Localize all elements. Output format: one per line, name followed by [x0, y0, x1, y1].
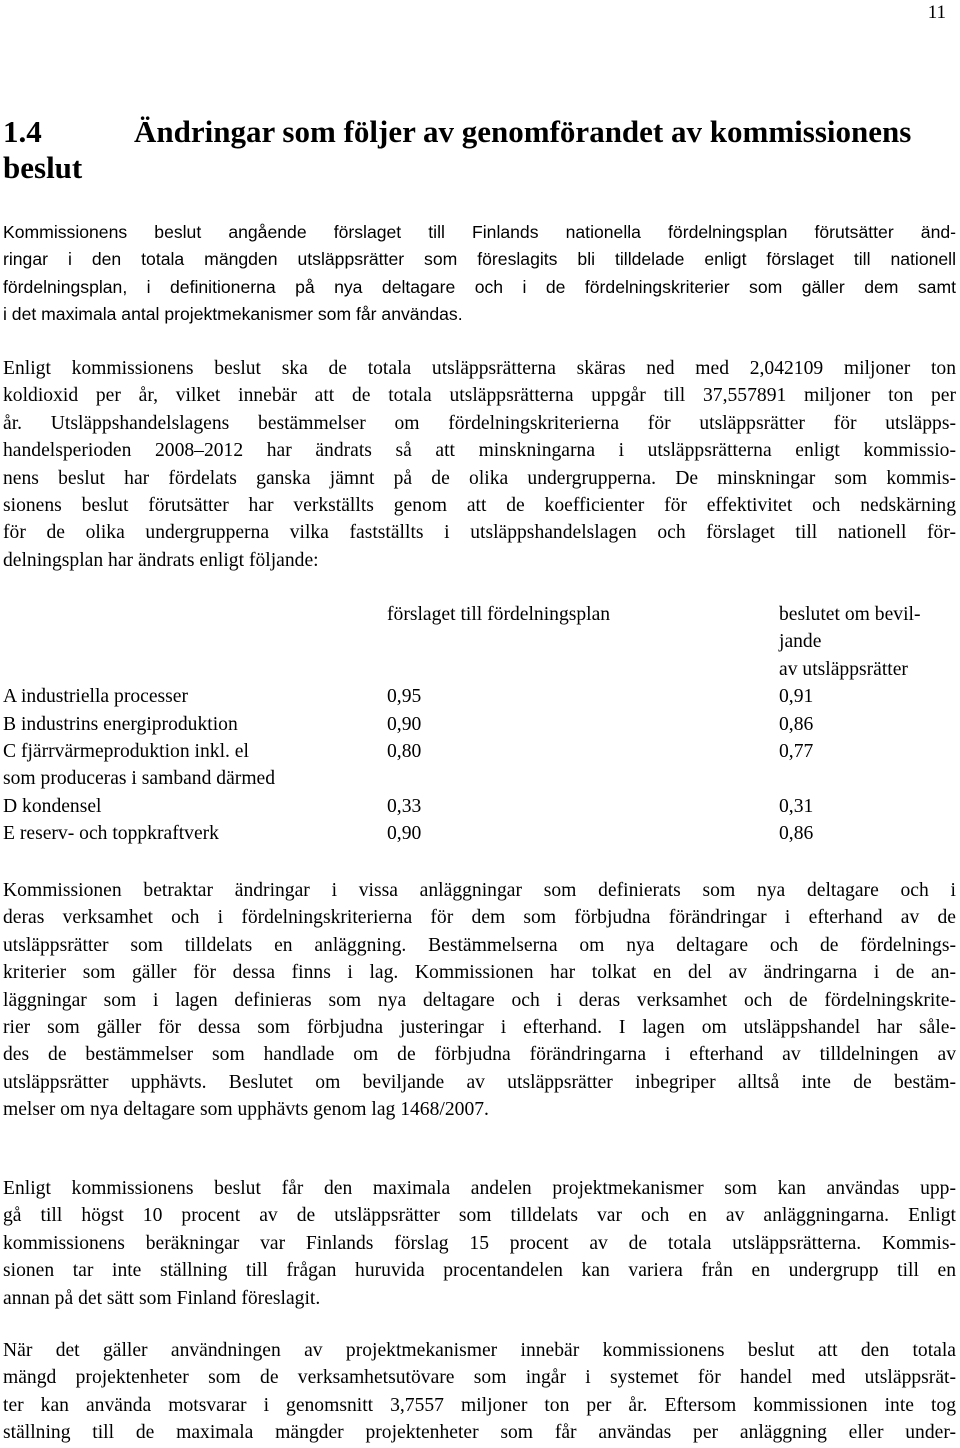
text-line: annan på det sätt som Finland föreslagit. [3, 1287, 321, 1309]
table-row [3, 820, 959, 847]
row-label: A industriella processer [3, 686, 189, 708]
paragraph-intro [3, 219, 956, 329]
text-line: ringar i den totala mängden utsläppsrätter som föreslagits bli tilldelade enligt förslaget till nationell [3, 249, 956, 270]
text-line: mängd projektenheter som de verksamhetsutövare som ingår i systemet för handel med utsläppsrät- [3, 1367, 956, 1389]
text-line: kommissionens beräkningar var Finlands förslag 15 procent av de totala utsläppsrätterna. Kommis- [3, 1232, 956, 1254]
text-line: utsläppsrätter upphävts. Beslutet om beviljande av utsläppsrätter inbegriper alltså inte de bestäm- [3, 1071, 956, 1093]
text-line: deras verksamhet och i fördelningskriterierna för dem som förbjudna förändringar i efterhand av de [3, 907, 956, 929]
text-line: sionens beslut förutsätter har verkställts genom att de koefficienter för effektivitet och nedskärning [3, 494, 956, 516]
table-header-decision: beslutet om bevil- jande av utsläppsrätter [779, 604, 921, 680]
text-line: ställning till de maximala mängder projektenheter som får användas per anläggning eller under- [3, 1422, 956, 1444]
row-proposal: 0,33 [387, 795, 422, 817]
table-header-row [3, 601, 959, 683]
row-proposal: 0,80 [387, 741, 422, 763]
text-line: När det gäller användningen av projektmekanismer innebär kommissionens beslut att den totala [3, 1340, 956, 1361]
text-line: Enligt kommissionens beslut får den maximala andelen projektmekanismer som kan användas upp- [3, 1178, 956, 1199]
text-line: gå till högst 10 procent av de utsläppsrätter som tilldelats var och en av anläggningarna. Enligt [3, 1205, 956, 1227]
text-line: kriterier som gäller för dessa finns i lag. Kommissionen har tolkat en del av ändringarna i de an- [3, 962, 956, 984]
table-row [3, 683, 959, 710]
page-number: 11 [927, 2, 946, 23]
row-decision: 0,86 [779, 713, 814, 735]
text-line: koldioxid per år, vilket innebär att de totala utsläppsrätterna uppgår till 37,557891 miljoner ton per [3, 385, 956, 407]
text-line: i det maximala antal projektmekanismer som får användas. [3, 304, 463, 325]
paragraph-reduction [3, 355, 956, 574]
table-row [3, 738, 959, 793]
row-decision: 0,91 [779, 686, 814, 708]
text-line: läggningar som i lagen definieras som nya deltagare och i deras verksamhet och de fördelningskrite- [3, 989, 956, 1011]
row-label-continuation: som produceras i samband därmed [3, 768, 276, 790]
paragraph-project-mechanisms [3, 1175, 956, 1312]
text-line: år. Utsläppshandelslagens bestämmelser om fördelningskriterierna för utsläppsrätter för utsläpps- [3, 412, 956, 434]
section-heading [3, 114, 953, 186]
row-proposal: 0,95 [387, 686, 422, 708]
section-title: Ändringar som följer av genomförandet av kommissionens [134, 114, 912, 149]
text-line: fördelningsplan, i definitionerna på nya deltagare och i de fördelningskriterier som gäller dem samt [3, 276, 956, 297]
paragraph-project-units [3, 1337, 956, 1447]
row-label: E reserv- och toppkraftverk [3, 823, 219, 845]
text-line: nens beslut har fördelats ganska jämnt på de olika undergrupperna. De minskningar som kommis- [3, 467, 956, 489]
text-line: Kommissionens beslut angående förslaget till Finlands nationella fördelningsplan förutsätter änd- [3, 222, 956, 242]
text-line: melser om nya deltagare som upphävts genom lag 1468/2007. [3, 1099, 489, 1121]
text-line: för de olika undergrupperna vilka fastställts i utsläppshandelslagen och förslaget till nationell för- [3, 522, 956, 544]
row-label: D kondensel [3, 795, 102, 817]
coefficient-table [3, 601, 959, 848]
row-proposal: 0,90 [387, 823, 422, 845]
text-line: Enligt kommissionens beslut ska de totala utsläppsrätterna skäras ned med 2,042109 miljoner ton [3, 358, 956, 379]
row-label: B industrins energiproduktion [3, 713, 238, 735]
text-line: rier som gäller för dessa som förbjudna justeringar i efterhand. I lagen om utsläppshandel har såle- [3, 1016, 956, 1038]
table-header-proposal: förslaget till fördelningsplan [387, 604, 611, 625]
text-line: sionen tar inte ställning till frågan huruvida procentandelen kan variera från en undergrupp till en [3, 1260, 956, 1282]
text-line: delningsplan har ändrats enligt följande: [3, 549, 319, 571]
row-proposal: 0,90 [387, 713, 422, 735]
text-line: ter kan använda motsvarar i genomsnitt 3,7557 miljoner ton per år. Eftersom kommissionen inte tog [3, 1394, 956, 1416]
text-line: Kommissionen betraktar ändringar i vissa anläggningar som definierats som nya deltagare och i [3, 880, 956, 901]
section-number: 1.4 [3, 114, 42, 149]
paragraph-new-entrants [3, 877, 956, 1124]
row-label: C fjärrvärmeproduktion inkl. el som produceras i samband därmed [3, 738, 387, 793]
table-row [3, 711, 959, 738]
row-decision: 0,31 [779, 795, 814, 817]
text-line: des de bestämmelser som handlade om de förbjudna förändringarna i efterhand av tilldelningen av [3, 1044, 956, 1066]
section-title-continuation: beslut [3, 150, 83, 185]
table-row [3, 793, 959, 820]
text-line: handelsperioden 2008–2012 har ändrats så att minskningarna i utsläppsrätterna enligt kommissio- [3, 440, 956, 462]
row-decision: 0,77 [779, 741, 814, 763]
row-decision: 0,86 [779, 823, 814, 845]
text-line: utsläppsrätter som tilldelats en anläggning. Bestämmelserna om nya deltagare och de fördelnings- [3, 934, 956, 956]
